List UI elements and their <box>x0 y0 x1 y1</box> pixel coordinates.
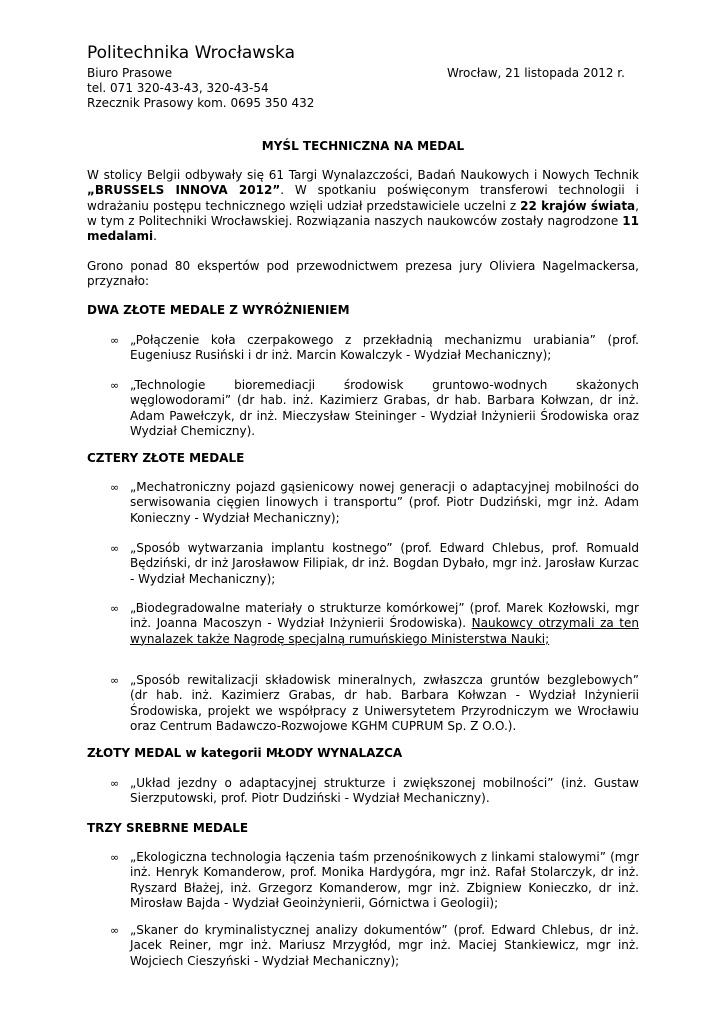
medals-count: 11 medalami <box>87 213 639 244</box>
list-item-text <box>130 601 639 647</box>
infinity-bullet-icon: ∞ <box>110 777 120 790</box>
list-item-text: „Układ jezdny o adaptacyjnej strukturze i zwiększonej mobilności” (inż. Gustaw Sierzputowski, prof. Piotr Dudziński - Wydział Mechaniczny). <box>130 776 639 806</box>
list-item-text: „Sposób rewitalizacji składowisk mineralnych, zwłaszcza gruntów bezglebowych” (dr hab. inż. Kazimierz Grabas, dr hab. Barbara Kołwzan - Wydział Inżynierii Środowiska, projekt we współpracy z Uniwersytetem Przyrodniczym we Wrocławiu oraz Centrum Badawczo-Rozwojowe KGHM CUPRUM Sp. Z O.O.). <box>130 673 639 733</box>
phone-numbers: tel. 071 320-43-43, 320-43-54 <box>87 81 269 95</box>
section-heading-three-silver: TRZY SREBRNE MEDALE <box>87 821 249 835</box>
infinity-bullet-icon: ∞ <box>110 674 120 687</box>
infinity-bullet-icon: ∞ <box>110 379 120 392</box>
list-item-text: „Mechatroniczny pojazd gąsienicowy nowej generacji o adaptacyjnej mobilności do serwisowania cięgien linowych i transportu” (prof. Piotr Dudziński, mgr inż. Adam Konieczny - Wydział Mechaniczny); <box>130 480 639 525</box>
organization-name: Politechnika Wrocławska <box>87 43 295 63</box>
section-heading-four-gold: CZTERY ZŁOTE MEDALE <box>87 451 245 465</box>
press-office: Biuro Prasowe <box>87 66 173 80</box>
list-item-text: „Sposób wytwarzania implantu kostnego” (prof. Edward Chlebus, prof. Romuald Będziński, dr inż Jarosławow Filipiak, dr inż. Bogdan Dybało, mgr inż. Jarosław Kurzac - Wydział Mechaniczny); <box>130 541 639 586</box>
countries-count: 22 krajów świata <box>520 198 636 213</box>
list-item-text: „Połączenie koła czerpakowego z przekładnią mechanizmu urabiania” (prof. Eugeniusz Rusiński i dr inż. Marcin Kowalczyk - Wydział Mechaniczny); <box>130 333 639 363</box>
intro-text-3: , w tym z Politechniki Wrocławskiej. Rozwiązania naszych naukowców zostały nagrodzone <box>87 198 639 228</box>
intro-text-2: . W spotkaniu poświęconym transferowi technologii i wdrażaniu postępu technicznego wzięli udział przedstawiciele uczelni z <box>87 183 639 213</box>
infinity-bullet-icon: ∞ <box>110 924 120 937</box>
infinity-bullet-icon: ∞ <box>110 851 120 864</box>
list-item-main-text: „Biodegradowalne materiały o strukturze komórkowej” (prof. Marek Kozłowski, mgr inż. Joanna Macoszyn - Wydział Inżynierii Środowiska). <box>130 601 639 631</box>
intro-text-4: . <box>153 229 157 244</box>
list-item-text: „Ekologiczna technologia łączenia taśm przenośnikowych z linkami stalowymi” (mgr inż. Henryk Komanderow, prof. Monika Hardygóra, mgr inż. Rafał Stolarczyk, dr inż. Ryszard Błażej, inż. Grzegorz Komanderow, mgr inż. Zbigniew Konieczko, dr inż. Mirosław Bajda - Wydział Geoinżynierii, Górnictwa i Geologii); <box>130 850 639 910</box>
section-heading-young-inventor: ZŁOTY MEDAL w kategorii MŁODY WYNALAZCA <box>87 746 403 760</box>
infinity-bullet-icon: ∞ <box>110 602 120 615</box>
intro-text-1: W stolicy Belgii odbywały się 61 Targi Wynalazczości, Badań Naukowych i Nowych Technik <box>87 168 639 182</box>
event-name: „BRUSSELS INNOVA 2012” <box>87 183 281 198</box>
spokesman-contact: Rzecznik Prasowy kom. 0695 350 432 <box>87 96 315 110</box>
list-item-text: „Technologie bioremediacji środowisk gruntowo-wodnych skażonych węglowodorami” (dr hab. inż. Kazimierz Grabas, dr hab. Barbara Kołwzan, dr inż. Adam Pawełczyk, dr inż. Mieczysław Steininger - Wydział Inżynierii Środowiska oraz Wydział Chemiczny). <box>130 378 639 438</box>
infinity-bullet-icon: ∞ <box>110 334 120 347</box>
document-title: MYŚL TECHNICZNA NA MEDAL <box>261 139 465 153</box>
jury-paragraph: Grono ponad 80 ekspertów pod przewodnictwem prezesa jury Oliviera Nagelmackersa, przyznało: <box>87 259 639 289</box>
section-heading-gold-distinction: DWA ZŁOTE MEDALE Z WYRÓŻNIENIEM <box>87 303 350 317</box>
intro-paragraph <box>87 168 639 244</box>
infinity-bullet-icon: ∞ <box>110 481 120 494</box>
infinity-bullet-icon: ∞ <box>110 542 120 555</box>
document-date: Wrocław, 21 listopada 2012 r. <box>447 66 625 80</box>
special-award-note: Naukowcy otrzymali za ten wynalazek także Nagrodę specjalną rumuńskiego Ministerstwa Nauki; <box>130 616 639 646</box>
list-item-text: „Skaner do kryminalistycznej analizy dokumentów” (prof. Edward Chlebus, dr inż. Jacek Reiner, mgr inż. Mariusz Mrzygłód, mgr inż. Maciej Stankiewicz, mgr inż. Wojciech Cieszyński - Wydział Mechaniczny); <box>130 923 639 968</box>
